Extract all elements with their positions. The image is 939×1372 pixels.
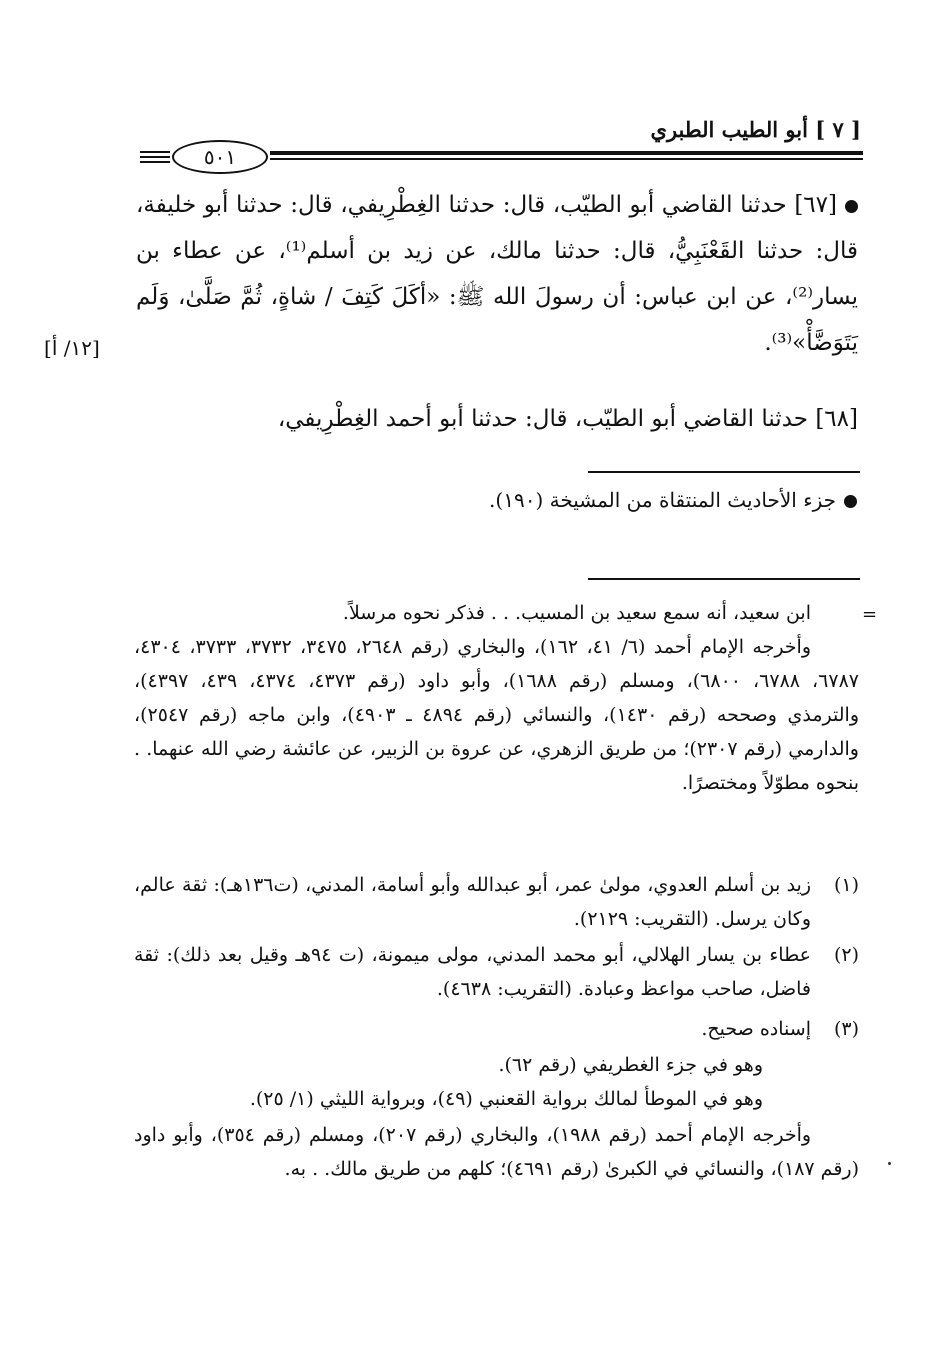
footnote-3-line-2: وهو في الموطأ لمالك برواية القعنبي (٤٩)، وبرواية الليثي (١/ ٢٥). [249,1088,763,1110]
bullet-icon [845,200,858,213]
footnote-number: (٢) [833,944,859,966]
source-note [489,488,857,512]
hadith-67-text: [٦٧] حدثنا القاضي أبو الطيّب، قال: حدثنا الغِطْرِيفي، قال: حدثنا أبو خليفة، قال: حدثنا القَعْنَبِيُّ، قال: حدثنا مالك، عن زيد بن أسلم⁽¹⁾، عن عطاء بن يسار⁽²⁾، عن ابن عباس: أن رسولَ الله ﷺ: «أكَلَ كَتِفَ / شاةٍ، ثُمَّ صَلَّىٰ، وَلَم يَتَوَضَّأْ»⁽³⁾. [136,192,858,356]
header-rule-thin [270,158,863,160]
footnote-number: (١) [833,874,859,896]
footnote-3-line-1: وهو في جزء الغطريفي (رقم ٦٢). [498,1054,763,1076]
footnote-continuation-line: ابن سعيد، أنه سمع سعيد بن المسيب. . . فذكر نحوه مرسلاً. [342,602,811,624]
footnote-continuation-paragraph: وأخرجه الإمام أحمد (٦/ ٤١، ١٦٢)، والبخاري (رقم ٢٦٤٨، ٣٤٧٥، ٣٧٣٢، ٣٧٣٣، ٤٣٠٤، ٦٧٨٧، ٦٧٨٨، ٦٨٠٠)، ومسلم (رقم ١٦٨٨)، وأبو داود (رقم ٤٣٧٣، ٤٣٧٤، ٤٣٩، ٤٣٩٧)، والترمذي وصححه (رقم ١٤٣٠)، والنسائي (رقم ٤٨٩٤ ـ ٤٩٠٣)، وابن ماجه (رقم ٢٥٤٧)، والدارمي (رقم ٢٣٠٧)؛ من طريق الزهري، عن عروة بن الزبير، عن عائشة رضي الله عنهما. . بنحوه مطوّلاً ومختصرًا. [134,636,859,794]
hadith-67 [136,182,858,366]
source-note-text: جزء الأحاديث المنتقاة من المشيخة (١٩٠). [489,488,836,512]
footnote-number: (٣) [833,1018,859,1040]
footnote-1-text: زيد بن أسلم العدوي، مولىٰ عمر، أبو عبدالله وأبو أسامة، المدني، (ت١٣٦هـ): ثقة عالم، وكان يرسل. (التقريب: ٢١٢٩). [134,874,812,930]
page-number: ٥٠١ [172,140,268,174]
bullet-icon [844,495,857,508]
header-dash-marks [140,151,170,166]
footnote-separator [588,578,860,580]
manuscript-folio-ref: [١٢/ أ] [44,336,100,360]
scan-speck [888,1162,891,1165]
continuation-mark: = [862,604,878,625]
footnote-3-paragraph: وأخرجه الإمام أحمد (رقم ١٩٨٨)، والبخاري (رقم ٢٠٧)، ومسلم (رقم ٣٥٤)، وأبو داود (رقم ١٨٧)، والنسائي في الكبرىٰ (رقم ٤٦٩١)؛ كلهم من طريق مالك. . به. [134,1124,859,1180]
hadith-68: [٦٨] حدثنا القاضي أبو الطيّب، قال: حدثنا أبو أحمد الغِطْرِيفي، [277,406,858,432]
source-separator [588,471,860,473]
footnote-3-text: إسناده صحيح. [701,1018,811,1040]
header-rule-thick [270,151,863,155]
footnote-2-text: عطاء بن يسار الهلالي، أبو محمد المدني، مولى ميمونة، (ت ٩٤هـ وقيل بعد ذلك): ثقة فاضل، صاحب مواعظ وعبادة. (التقريب: ٤٦٣٨). [134,944,811,1000]
running-header-title: [ ٧ ] أبو الطيب الطبري [650,117,861,142]
